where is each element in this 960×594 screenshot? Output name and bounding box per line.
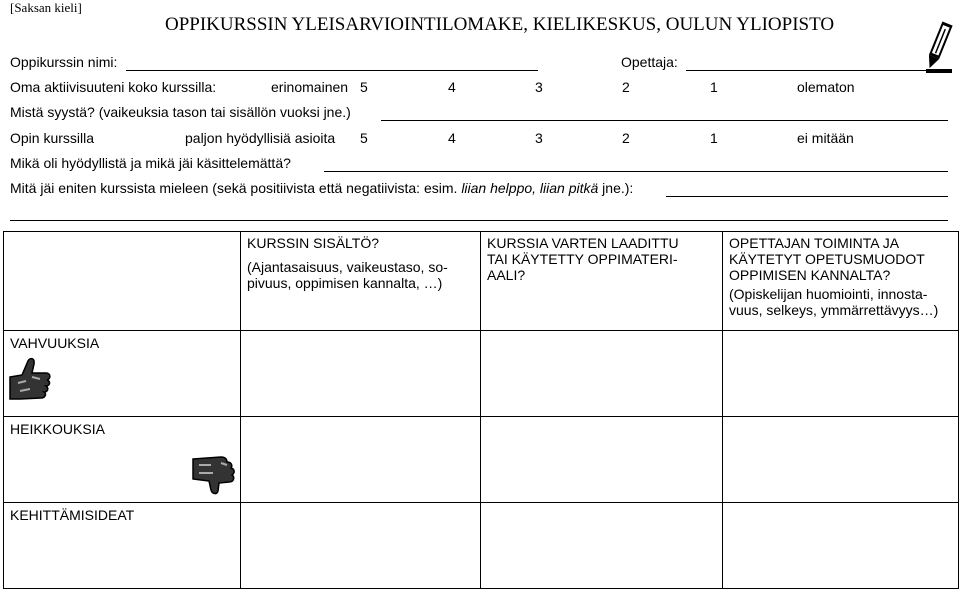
table-row [4, 417, 959, 503]
strengths-teaching-cell[interactable] [723, 331, 959, 417]
weaknesses-material-cell[interactable] [481, 417, 723, 503]
learning-low-label: ei mitään [797, 130, 854, 146]
reason-field[interactable] [381, 120, 948, 121]
column-header-teaching [723, 232, 959, 331]
learning-option-2[interactable]: 2 [622, 130, 630, 146]
memory-field-continued[interactable] [10, 220, 948, 221]
column-note: (Ajantasaisuus, vaikeustaso, so- pivuus, oppimisen kannalta, …) [247, 259, 448, 291]
learning-option-5[interactable]: 5 [360, 130, 368, 146]
weaknesses-teaching-cell[interactable] [723, 417, 959, 503]
table-row [4, 331, 959, 417]
memory-field[interactable] [666, 196, 948, 197]
activity-label: Oma aktiivisuuteni koko kurssilla: [10, 79, 217, 95]
corner-cell [4, 232, 241, 331]
table-header-row [4, 232, 959, 331]
useful-field[interactable] [324, 171, 948, 172]
ideas-content-cell[interactable] [241, 503, 481, 589]
row-label-cell [4, 503, 241, 589]
activity-high-label: erinomainen [271, 79, 349, 95]
thumbs-down-icon [191, 453, 241, 495]
memory-label-suffix: jne.): [598, 180, 634, 196]
table-row [4, 503, 959, 589]
teacher-label: Opettaja: [621, 54, 678, 70]
learning-option-3[interactable]: 3 [535, 130, 543, 146]
strengths-content-cell[interactable] [241, 331, 481, 417]
activity-option-2[interactable]: 2 [622, 79, 630, 95]
form-title: OPPIKURSSIN YLEISARVIOINTILOMAKE, KIELIKESKUS, OULUN YLIOPISTO [165, 14, 835, 35]
pencil-icon [922, 20, 956, 76]
column-title: KURSSIA VARTEN LAADITTU TAI KÄYTETTY OPPIMATERI- AALI? [487, 235, 679, 283]
ideas-material-cell[interactable] [481, 503, 723, 589]
ideas-teaching-cell[interactable] [723, 503, 959, 589]
learning-high-label: paljon hyödyllisiä asioita [185, 130, 336, 146]
thumbs-up-icon [6, 355, 52, 405]
row-label-cell [4, 331, 241, 417]
row-label-strengths: VAHVUUKSIA [10, 335, 100, 351]
column-title: KURSSIN SISÄLTÖ? [247, 235, 380, 251]
activity-option-3[interactable]: 3 [535, 79, 543, 95]
useful-label: Mikä oli hyödyllistä ja mikä jäi käsittelemättä? [10, 155, 291, 171]
activity-option-4[interactable]: 4 [448, 79, 456, 95]
column-note: (Opiskelijan huomiointi, innosta- vuus, selkeys, ymmärrettävyys…) [729, 286, 939, 318]
column-title: OPETTAJAN TOIMINTA JA KÄYTETYT OPETUSMUODOT OPPIMISEN KANNALTA? [729, 235, 925, 283]
reason-label: Mistä syystä? (vaikeuksia tason tai sisällön vuoksi jne.) [10, 104, 351, 120]
activity-low-label: olematon [797, 79, 855, 95]
row-label-weaknesses: HEIKKOUKSIA [10, 421, 105, 437]
memory-label-prefix: Mitä jäi eniten kurssista mieleen (sekä positiivista että negatiivista: esim. [10, 180, 462, 196]
learning-option-4[interactable]: 4 [448, 130, 456, 146]
row-label-cell [4, 417, 241, 503]
course-name-field[interactable] [126, 70, 538, 71]
memory-label-example: liian helppo, liian pitkä [461, 180, 599, 196]
row-label-ideas: KEHITTÄMISIDEAT [10, 507, 135, 523]
memory-label [10, 180, 633, 196]
activity-option-1[interactable]: 1 [710, 79, 718, 95]
activity-option-5[interactable]: 5 [360, 79, 368, 95]
column-header-content [241, 232, 481, 331]
teacher-field[interactable] [686, 70, 948, 71]
learning-label: Opin kurssilla [10, 130, 95, 146]
language-tag: [Saksan kieli] [10, 0, 82, 15]
learning-option-1[interactable]: 1 [710, 130, 718, 146]
course-name-label: Oppikurssin nimi: [10, 54, 118, 70]
weaknesses-content-cell[interactable] [241, 417, 481, 503]
evaluation-table [3, 231, 959, 589]
strengths-material-cell[interactable] [481, 331, 723, 417]
column-header-material [481, 232, 723, 331]
